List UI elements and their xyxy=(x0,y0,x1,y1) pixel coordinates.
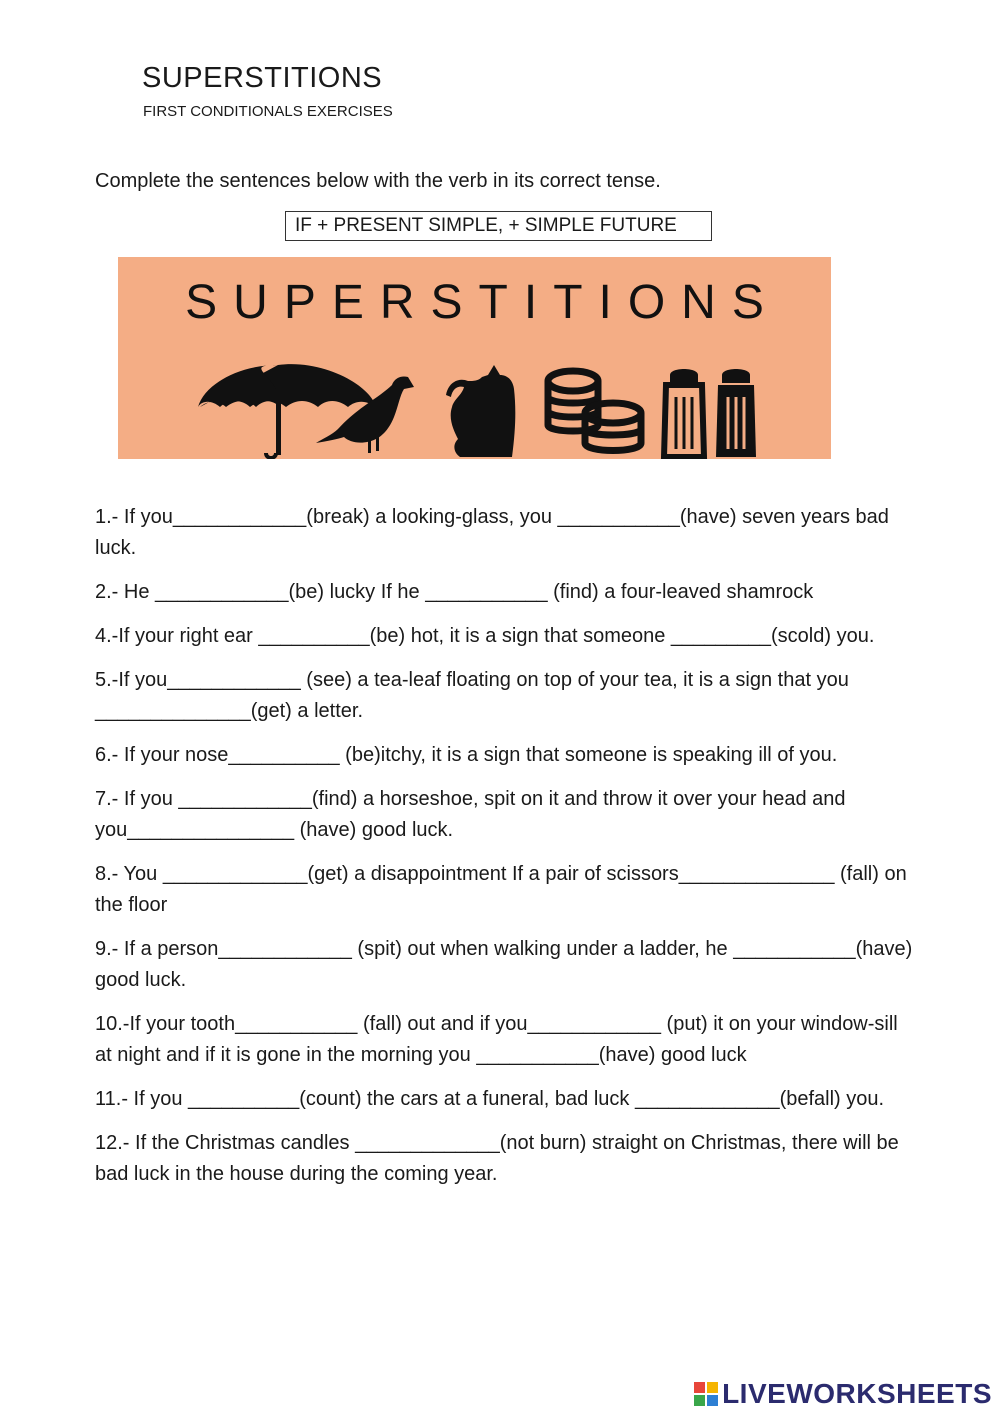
coins-icon xyxy=(548,371,641,451)
salt-shaker-icon xyxy=(664,369,704,457)
liveworksheets-logo xyxy=(694,1378,992,1410)
question-item: 5.-If you____________ (see) a tea-leaf floating on top of your tea, it is a sign that you ______________(get) a letter. xyxy=(95,669,855,722)
question-item: 10.-If your tooth___________ (fall) out and if you____________ (put) it on your window-sill at night and if it is gone in the morning you ___________(have) good luck xyxy=(95,1013,904,1066)
formula-box: IF + PRESENT SIMPLE, + SIMPLE FUTURE xyxy=(285,211,712,241)
logo-square xyxy=(707,1395,718,1406)
page-title: SUPERSTITIONS xyxy=(142,62,383,94)
question-item: 1.- If you____________(break) a looking-glass, you ___________(have) seven years bad luck. xyxy=(95,506,895,559)
logo-mark-icon xyxy=(694,1382,718,1406)
logo-square xyxy=(694,1382,705,1393)
logo-square xyxy=(694,1395,705,1406)
question-item: 2.- He ____________(be) lucky If he ___________ (find) a four-leaved shamrock xyxy=(95,581,814,603)
instructions-text: Complete the sentences below with the verb in its correct tense. xyxy=(95,170,661,192)
question-item: 9.- If a person____________ (spit) out when walking under a ladder, he ___________(have) good luck. xyxy=(95,938,918,991)
question-item: 12.- If the Christmas candles _____________(not burn) straight on Christmas, there will be bad luck in the house during the coming year. xyxy=(95,1132,905,1185)
question-item: 6.- If your nose__________ (be)itchy, it is a sign that someone is speaking ill of you. xyxy=(95,744,838,766)
page-subtitle: FIRST CONDITIONALS EXERCISES xyxy=(143,103,393,120)
cat-icon xyxy=(446,365,515,457)
questions-list xyxy=(95,502,918,1203)
question-item: 11.- If you __________(count) the cars at a funeral, bad luck _____________(befall) you. xyxy=(95,1088,885,1110)
question-item: 8.- You _____________(get) a disappointment If a pair of scissors______________ (fall) on the floor xyxy=(95,863,913,916)
banner-title: SUPERSTITIONS xyxy=(185,276,780,329)
logo-text: LIVEWORKSHEETS xyxy=(722,1378,992,1409)
logo-square xyxy=(707,1382,718,1393)
question-item: 4.-If your right ear __________(be) hot, it is a sign that someone _________(scold) you. xyxy=(95,625,875,647)
superstitions-banner xyxy=(118,257,831,459)
pepper-shaker-icon xyxy=(716,369,756,457)
banner-icons xyxy=(118,257,831,459)
question-item: 7.- If you ____________(find) a horseshoe, spit on it and throw it over your head and you_______________ (have) good luck. xyxy=(95,788,852,841)
umbrella-icon xyxy=(198,364,376,459)
